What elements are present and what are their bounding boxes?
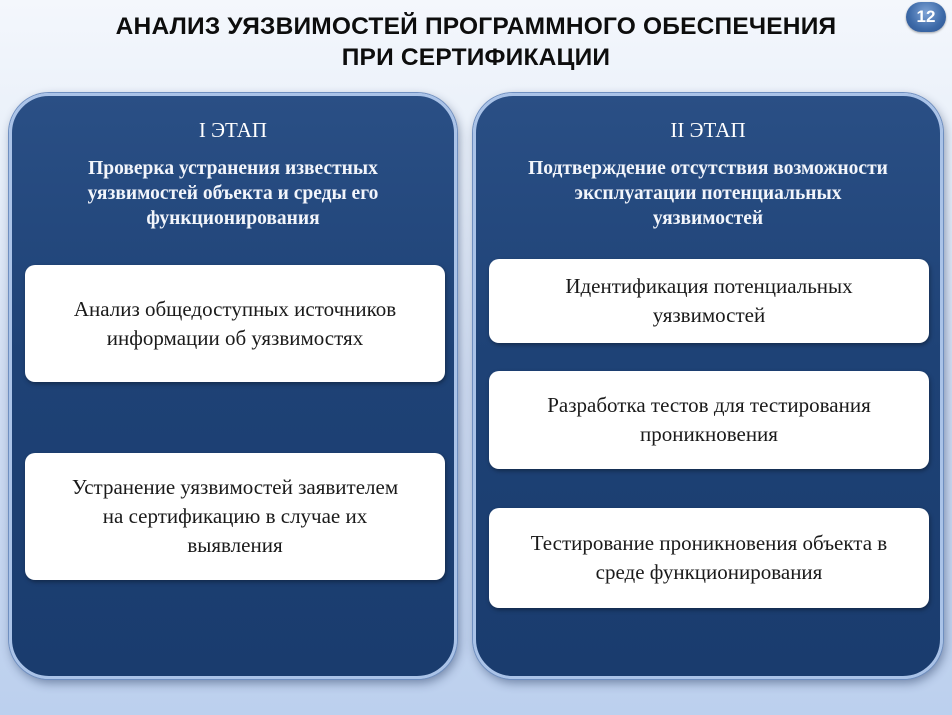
card-text-line: выявления xyxy=(187,533,283,557)
slide-title-line-2: ПРИ СЕРТИФИКАЦИИ xyxy=(341,44,611,71)
card-text-line: Разработка тестов для тестирования xyxy=(547,393,871,417)
stage-2-panel xyxy=(473,93,943,679)
stage-1-card-vulnerability-elimination xyxy=(25,453,445,580)
card-text-line: проникновения xyxy=(640,422,778,446)
card-text-line: Тестирование проникновения объекта в xyxy=(530,531,888,555)
stage-1-panel xyxy=(9,93,457,679)
stage-1-description xyxy=(22,156,444,231)
stage-2-card-identification xyxy=(489,259,929,343)
card-text-line: Идентификация потенциальных xyxy=(565,274,853,298)
stage-1-description-line: Проверка устранения известных xyxy=(88,158,378,179)
card-text-line: на сертификацию в случае их xyxy=(102,504,368,528)
card-text-line: информации об уязвимостях xyxy=(106,325,364,350)
slide-title xyxy=(0,11,952,73)
stage-1-description-line: функционирования xyxy=(146,208,320,229)
stage-1-card-sources-analysis xyxy=(25,265,445,382)
stage-2-card-test-development xyxy=(489,371,929,469)
stage-1-description-line: уязвимостей объекта и среды его xyxy=(87,183,379,204)
stage-2-description-line: эксплуатации потенциальных xyxy=(574,183,842,204)
stage-2-description-line: уязвимостей xyxy=(652,208,764,229)
stage-2-label: II ЭТАП xyxy=(670,118,746,142)
slide-number-badge: 12 xyxy=(906,2,946,32)
stage-2-description xyxy=(486,156,930,231)
card-text-line: среде функционирования xyxy=(595,560,823,584)
stage-2-description-line: Подтверждение отсутствия возможности xyxy=(528,158,888,179)
stage-2-card-penetration-testing xyxy=(489,508,929,608)
card-text-line: Анализ общедоступных источников xyxy=(73,296,397,321)
card-text-line: Устранение уязвимостей заявителем xyxy=(71,475,399,499)
card-text-line: уязвимостей xyxy=(652,303,766,327)
slide-title-line-1: АНАЛИЗ УЯЗВИМОСТЕЙ ПРОГРАММНОГО ОБЕСПЕЧЕНИЯ xyxy=(115,13,837,40)
stage-1-label: I ЭТАП xyxy=(198,118,268,142)
